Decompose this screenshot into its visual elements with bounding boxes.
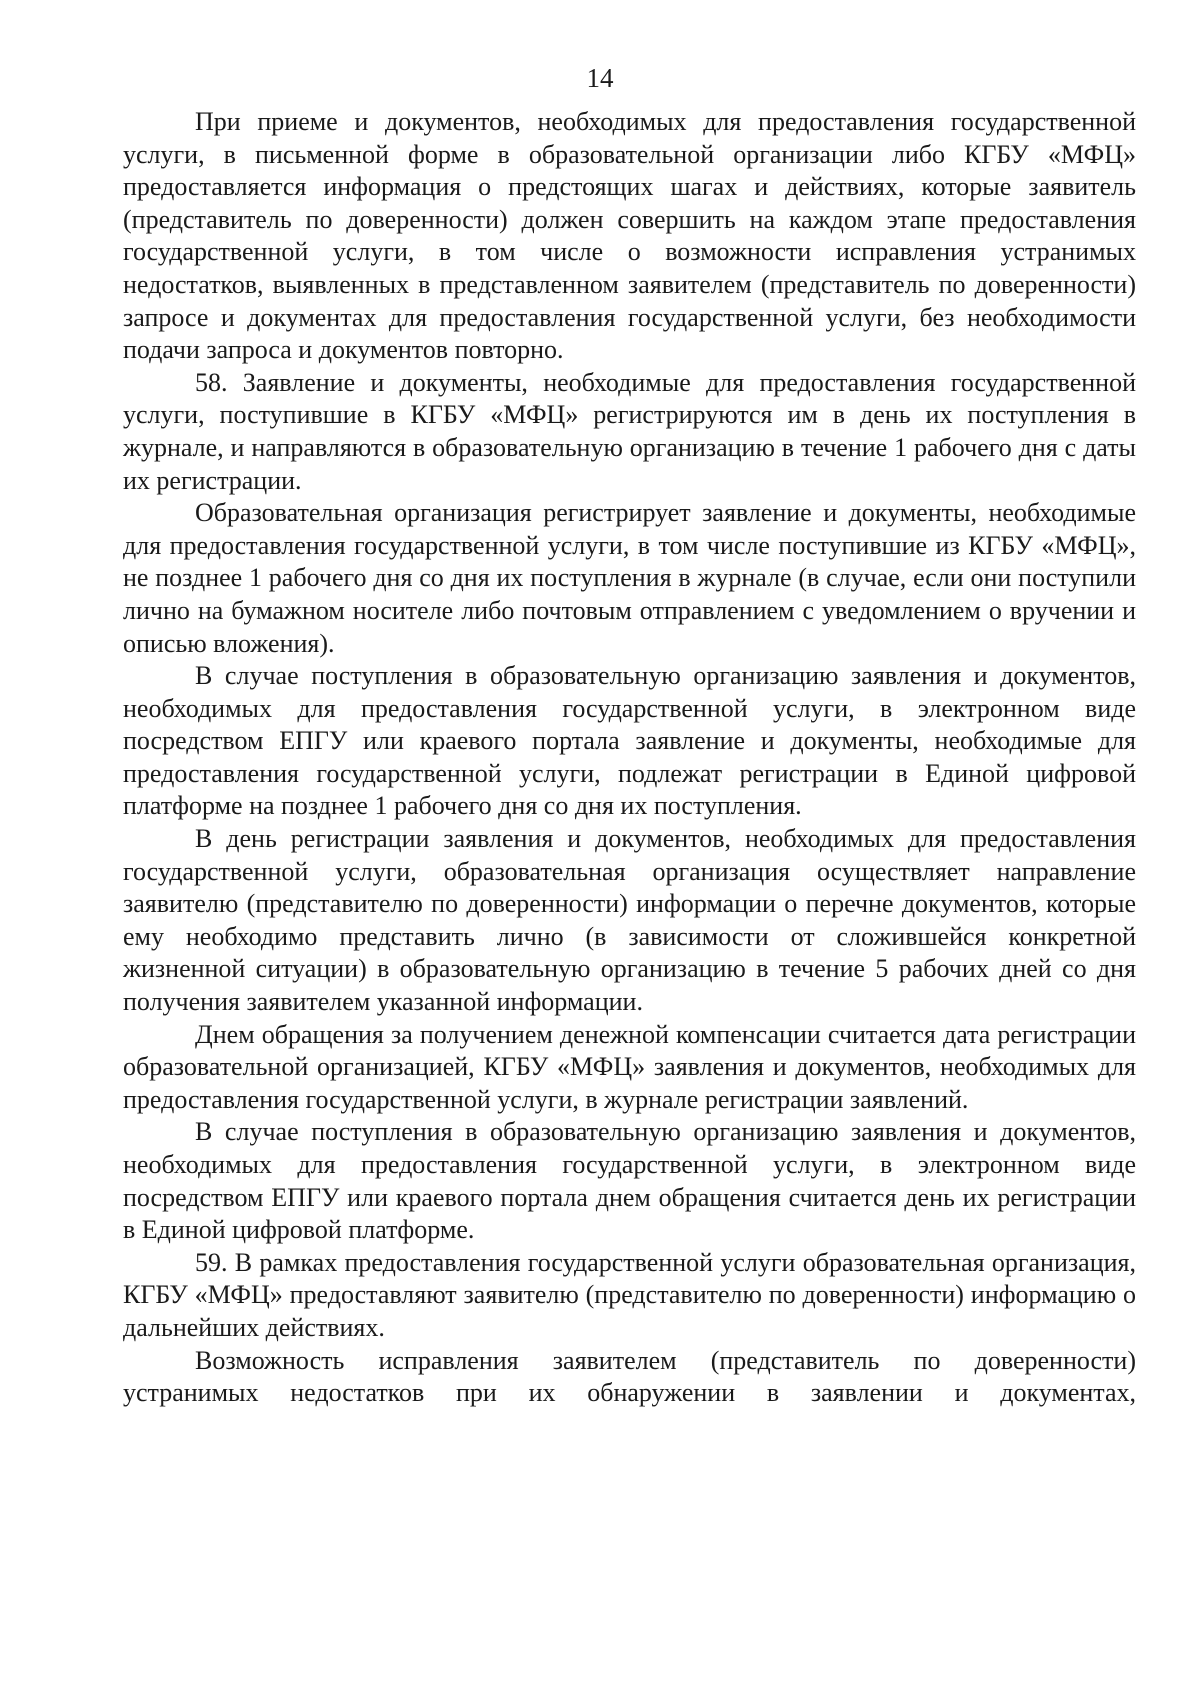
document-body (123, 106, 1136, 1410)
paragraph: При приеме и документов, необходимых для предоставления государственной услуги, в письменной форме в образовательной организации либо КГБУ «МФЦ» предоставляется информация о предстоящих шагах и действиях, которые заявитель (представитель по доверенности) должен совершить на каждом этапе предоставления государственной услуги, в том числе о возможности исправления устранимых недостатков, выявленных в представленном заявителем (представитель по доверенности) запросе и документах для предоставления государственной услуги, без необходимости подачи запроса и документов повторно. (123, 107, 1136, 365)
paragraph-clause-58: 58. Заявление и документы, необходимые для предоставления государственной услуги, поступившие в КГБУ «МФЦ» регистрируются им в день их поступления в журнале, и направляются в образовательную организацию в течение 1 рабочего дня с даты их регистрации. (123, 367, 1136, 495)
paragraph-clause-59: 59. В рамках предоставления государственной услуги образовательная организация, КГБУ «МФЦ» предоставляют заявителю (представителю по доверенности) информацию о дальнейших действиях. (123, 1247, 1136, 1342)
paragraph: В случае поступления в образовательную организацию заявления и документов, необходимых для предоставления государственной услуги, в электронном виде посредством ЕПГУ или краевого портала заявление и документы, необходимые для предоставления государственной услуги, подлежат регистрации в Единой цифровой платформе на позднее 1 рабочего дня со дня их поступления. (123, 661, 1136, 821)
paragraph: В день регистрации заявления и документов, необходимых для предоставления государственной услуги, образовательная организация осуществляет направление заявителю (представителю по доверенности) информации о перечне документов, которые ему необходимо представить лично (в зависимости от сложившейся конкретной жизненной ситуации) в образовательную организацию в течение 5 рабочих дней со дня получения заявителем указанной информации. (123, 824, 1136, 1017)
paragraph: Образовательная организация регистрирует заявление и документы, необходимые для предоставления государственной услуги, в том числе поступившие из КГБУ «МФЦ», не позднее 1 рабочего дня со дня их поступления в журнале (в случае, если они поступили лично на бумажном носителе либо почтовым отправлением с уведомлением о вручении и описью вложения). (123, 498, 1136, 658)
page-number: 14 (586, 63, 614, 93)
paragraph: Днем обращения за получением денежной компенсации считается дата регистрации образовательной организацией, КГБУ «МФЦ» заявления и документов, необходимых для предоставления государственной услуги, в журнале регистрации заявлений. (123, 1019, 1136, 1114)
paragraph: В случае поступления в образовательную организацию заявления и документов, необходимых для предоставления государственной услуги, в электронном виде посредством ЕПГУ или краевого портала днем обращения считается день их регистрации в Единой цифровой платформе. (123, 1117, 1136, 1245)
paragraph-continued: Возможность исправления заявителем (представитель по доверенности) устранимых недостатков при их обнаружении в заявлении и документах, (123, 1345, 1136, 1408)
